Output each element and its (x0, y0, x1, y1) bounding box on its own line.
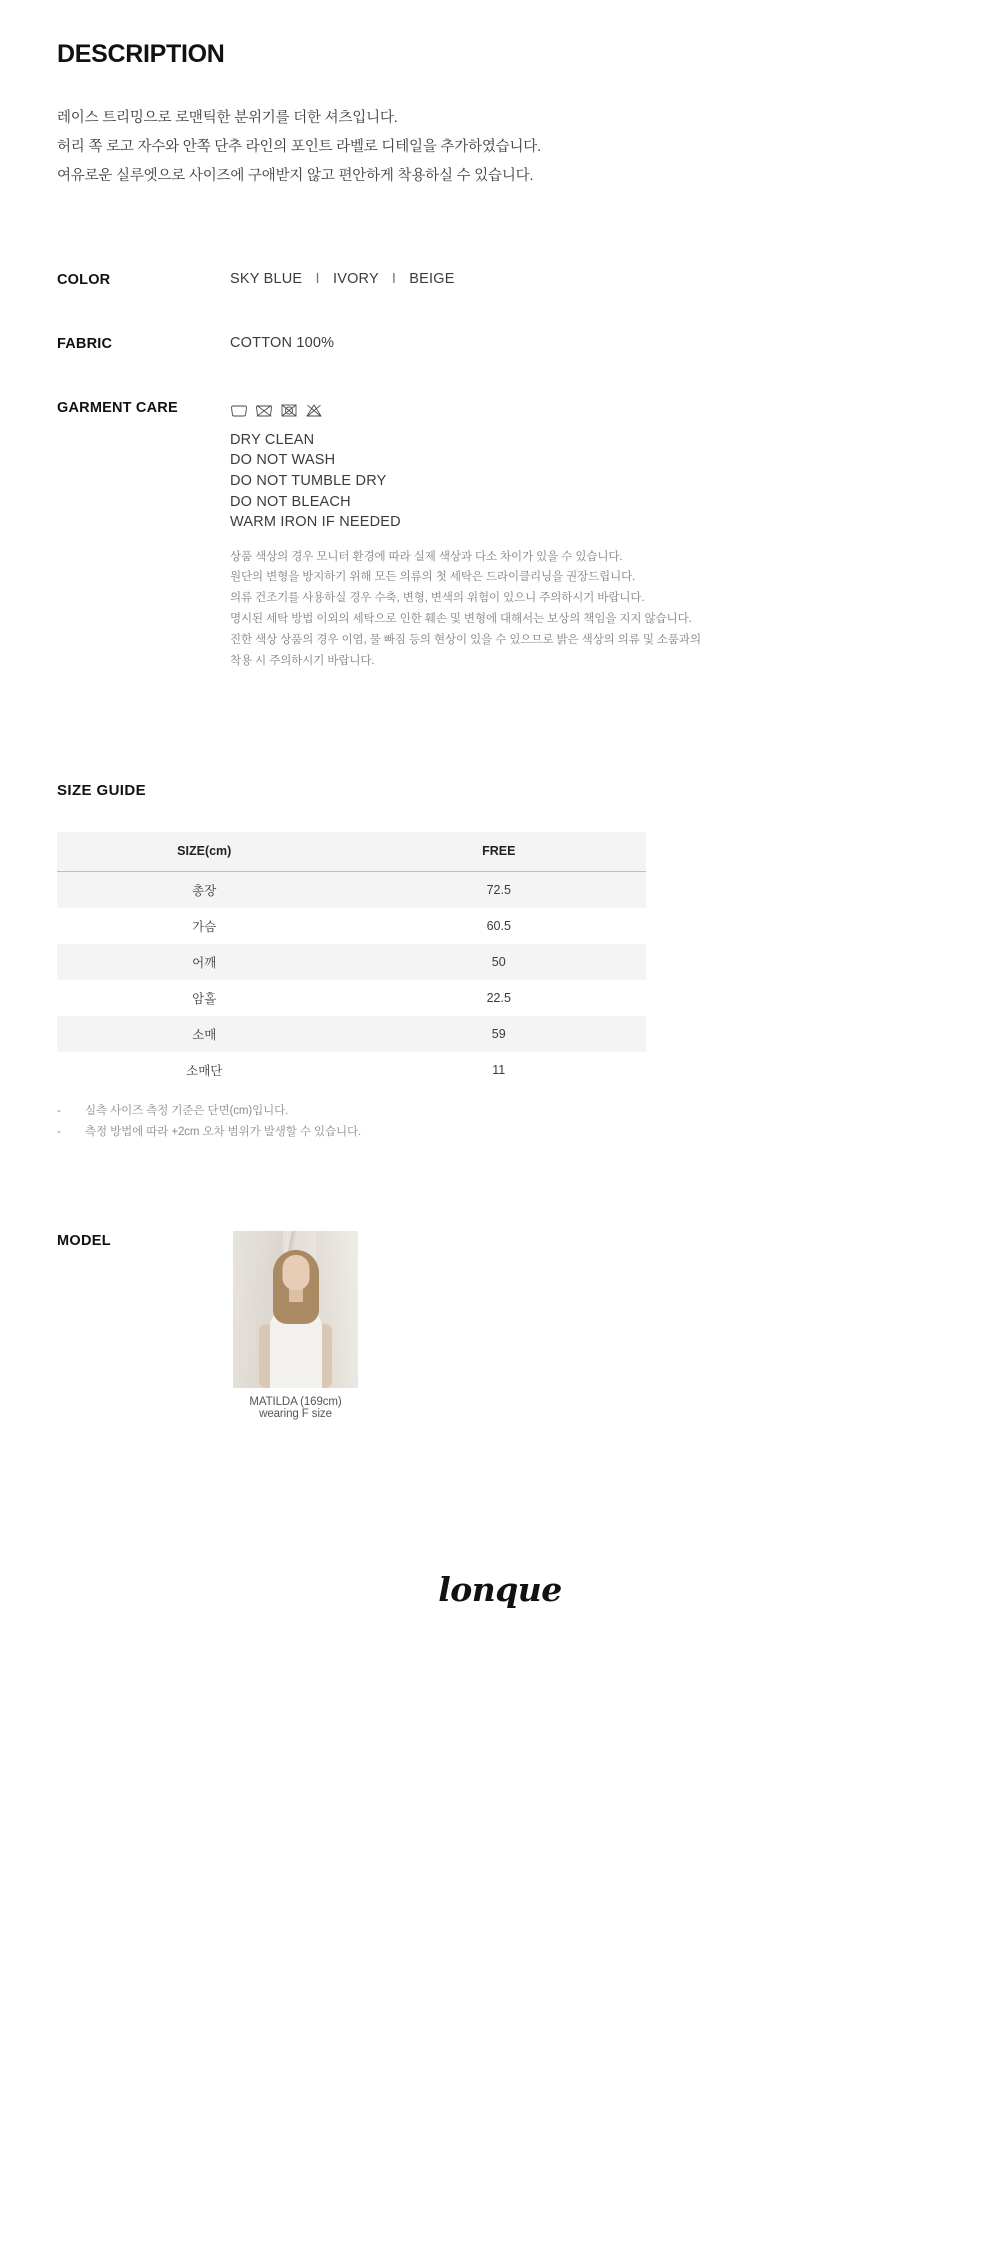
care-instruction: DRY CLEAN (230, 431, 315, 448)
row-value: 72.5 (352, 871, 647, 908)
spec-block (0, 271, 1000, 674)
garment-care-label: GARMENT CARE (57, 399, 178, 416)
model-face (282, 1255, 309, 1290)
size-guide-section (0, 782, 1000, 1139)
note-marker: - (57, 1125, 61, 1138)
do-not-wash-icon (255, 402, 273, 418)
size-table-body (57, 871, 646, 1088)
model-photo (233, 1231, 358, 1388)
size-note (57, 1102, 943, 1118)
fabric-label: FABRIC (57, 335, 113, 352)
row-label: 총장 (57, 871, 352, 908)
color-separator: I (391, 270, 397, 287)
model-caption: MATILDA (169cm) wearing F size (249, 1395, 342, 1420)
color-label: COLOR (57, 271, 111, 288)
care-instruction-list (230, 430, 701, 533)
size-table-head (57, 832, 646, 872)
size-notes (57, 1102, 943, 1139)
color-option: SKY BLUE (230, 270, 303, 287)
table-row (57, 980, 646, 1016)
description-text (57, 107, 943, 189)
fabric-value: COTTON 100% (230, 334, 335, 351)
care-notes (230, 549, 701, 671)
description-line: 허리 쪽 로고 자수와 안쪽 단추 라인의 포인트 라벨로 디테일을 추가하였습니다. (57, 138, 541, 155)
table-row (57, 944, 646, 980)
footer (0, 1570, 1000, 1669)
model-section (0, 1231, 1000, 1420)
row-label: 소매 (57, 1016, 352, 1052)
row-label: 소매단 (57, 1052, 352, 1088)
table-row (57, 908, 646, 944)
model-figure (233, 1231, 358, 1420)
column-header-size: SIZE(cm) (57, 832, 352, 872)
row-value: 60.5 (352, 908, 647, 944)
size-note-text: 측정 방법에 따라 +2cm 오차 범위가 발생할 수 있습니다. (85, 1125, 362, 1138)
care-note: 상품 색상의 경우 모니터 환경에 따라 실제 색상과 다소 차이가 있을 수 있습니다. (230, 550, 623, 563)
description-section (0, 0, 1000, 189)
size-note (57, 1123, 943, 1139)
row-value: 22.5 (352, 980, 647, 1016)
color-separator: I (315, 270, 320, 287)
row-value: 11 (352, 1052, 647, 1088)
row-label: 어깨 (57, 944, 352, 980)
size-guide-title: SIZE GUIDE (57, 781, 147, 799)
size-note-text: 실측 사이즈 측정 기준은 단면(cm)입니다. (85, 1104, 289, 1117)
color-option: IVORY (332, 270, 379, 287)
care-instruction: DO NOT TUMBLE DRY (230, 472, 387, 489)
garment-care-content (230, 399, 701, 674)
care-note: 명시된 세탁 방법 이외의 세탁으로 인한 훼손 및 변형에 대해서는 보상의 책임을 지지 않습니다. (230, 613, 692, 626)
care-instruction: DO NOT WASH (230, 452, 336, 469)
description-line: 레이스 트리밍으로 로맨틱한 분위기를 더한 셔츠입니다. (57, 110, 398, 126)
care-note: 의류 건조기를 사용하실 경우 수축, 변형, 변색의 위험이 있으니 주의하시기 바랍니다. (230, 592, 645, 605)
table-row (57, 1016, 646, 1052)
color-values (230, 271, 455, 287)
description-line: 여유로운 실루엣으로 사이즈에 구애받지 않고 편안하게 착용하실 수 있습니다. (57, 167, 534, 184)
row-value: 50 (352, 944, 647, 980)
note-marker: - (57, 1104, 61, 1117)
care-note: 착용 시 주의하시기 바랍니다. (230, 654, 375, 667)
page-title: DESCRIPTION (57, 40, 225, 68)
wash-tub-icon (230, 402, 248, 418)
care-symbol-group (230, 399, 701, 421)
column-header-free: FREE (352, 832, 647, 872)
fabric-row (57, 335, 943, 352)
row-label: 암홀 (57, 980, 352, 1016)
color-option: BEIGE (409, 270, 455, 287)
garment-care-row (57, 399, 943, 674)
size-table (57, 832, 646, 1088)
color-row (57, 271, 943, 288)
care-instruction: WARM IRON IF NEEDED (230, 514, 401, 531)
care-note: 진한 색상 상품의 경우 이염, 물 빠짐 등의 현상이 있을 수 있으므로 밝은 색상의 의류 및 소품과의 (230, 633, 701, 646)
brand-logo: lonque (438, 1569, 562, 1609)
do-not-tumble-dry-icon (280, 402, 298, 418)
do-not-bleach-icon (305, 402, 323, 418)
table-row (57, 871, 646, 908)
model-label: MODEL (57, 1232, 111, 1249)
care-instruction: DO NOT BLEACH (230, 493, 351, 510)
row-label: 가슴 (57, 908, 352, 944)
table-header-row (57, 832, 646, 872)
row-value: 59 (352, 1016, 647, 1052)
care-note: 원단의 변형을 방지하기 위해 모든 의류의 첫 세탁은 드라이클리닝을 권장드립니다. (230, 571, 636, 584)
table-row (57, 1052, 646, 1088)
